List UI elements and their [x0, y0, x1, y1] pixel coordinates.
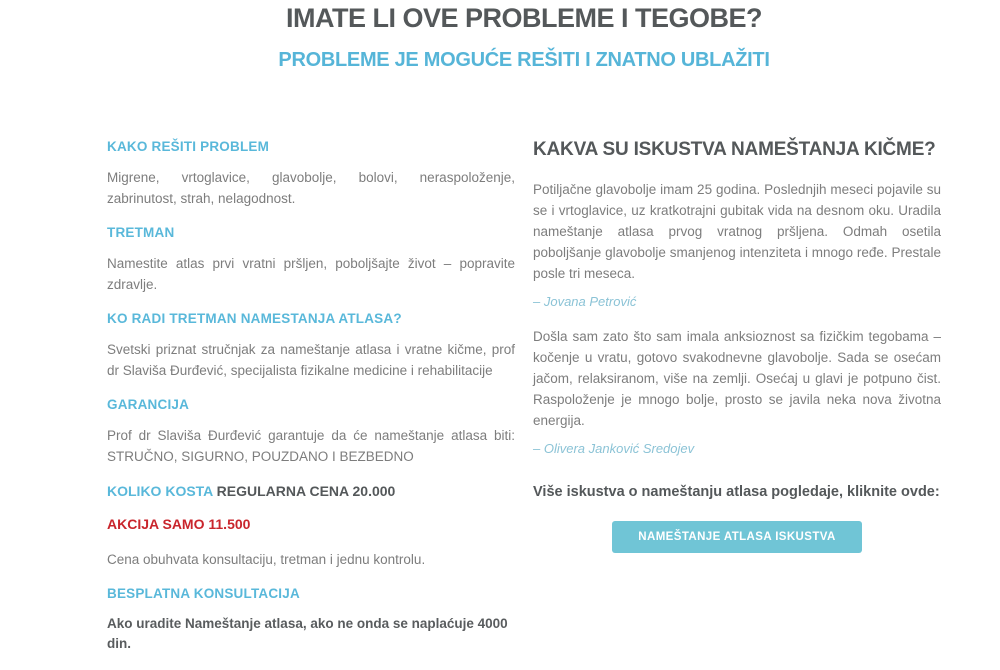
page-title: IMATE LI OVE PROBLEME I TEGOBE?	[285, 3, 763, 33]
testimonial-text-1: Potiljačne glavobolje imam 25 godina. Poslednjih meseci pojavile su se i vrtoglavice, uz kratkotrajni gubitak vida na desnom oku. Uradila nameštanje atlasa prvog vratnog pršljena. Odmah osetila poboljšanje glavobolje smanjenog intenziteta i mnogo ređe. Prestale posle tri meseca.	[533, 181, 941, 281]
regular-price: REGULARNA CENA 20.000	[216, 482, 396, 499]
section-heading-besplatna-konsultacija: BESPLATNA KONSULTACIJA	[107, 585, 300, 601]
section-body-ko-radi-tretman: Svetski priznat stručnjak za nameštanje atlasa i vratne kičme, prof dr Slaviša Đurđević, specijalista fizikalne medicine i rehabilitacije	[107, 341, 515, 378]
section-body-garancija: Prof dr Slaviša Đurđević garantuje da će nameštanje atlasa biti: STRUČNO, SIGURNO, POUZDANO I BEZBEDNO	[107, 427, 515, 464]
landing-page	[107, 0, 941, 670]
content-columns	[107, 139, 941, 670]
info-column	[107, 139, 515, 670]
testimonials-column	[533, 139, 941, 670]
experiences-button[interactable]: NAMEŠTANJE ATLASA ISKUSTVA	[612, 521, 861, 553]
testimonial-author-1: – Jovana Petrović	[533, 293, 637, 309]
price-note: Cena obuhvata konsultaciju, tretman i jednu kontrolu.	[107, 551, 426, 567]
section-body-problems: Migrene, vrtoglavice, glavobolje, bolovi, neraspoloženje, zabrinutost, strah, nelagodnost.	[107, 169, 515, 206]
hero-header	[107, 4, 941, 71]
cta-button-wrapper	[533, 521, 941, 553]
cta-text: Više iskustva o nameštanju atlasa pogledaje, kliknite ovde:	[533, 483, 940, 500]
price-label: KOLIKO KOSTA	[107, 482, 213, 499]
page-subtitle: PROBLEME JE MOGUĆE REŠITI I ZNATNO UBLAŽITI	[278, 48, 770, 71]
section-heading-kako-resiti-problem: KAKO REŠITI PROBLEM	[107, 138, 270, 154]
section-body-tretman: Namestite atlas prvi vratni pršljen, poboljšajte život – popravite zdravlje.	[107, 255, 515, 292]
section-heading-tretman: TRETMAN	[107, 224, 175, 240]
testimonials-heading: KAKVA SU ISKUSTVA NAMEŠTANJA KIČME?	[533, 138, 936, 160]
testimonial-author-2: – Olivera Janković Sredojev	[533, 440, 695, 456]
promo-price: AKCIJA SAMO 11.500	[107, 515, 251, 532]
consultation-note: Ako uradite Nameštanje atlasa, ako ne onda se naplaćuje 4000 din.	[107, 615, 508, 651]
price-line	[107, 483, 515, 499]
section-heading-garancija: GARANCIJA	[107, 396, 190, 412]
section-heading-ko-radi-tretman: KO RADI TRETMAN NAMESTANJA ATLASA?	[107, 310, 402, 326]
testimonial-text-2: Došla sam zato što sam imala anksioznost sa fizičkim tegobama – kočenje u vratu, gotovo svakodnevne glavobolje. Sada se osećam jačom, relaksiranom, više na zemlji. Osećaj u glavi je potpuno čist. Raspoloženje je mnogo bolje, prosto se javila neka nova životna energija.	[533, 328, 941, 428]
